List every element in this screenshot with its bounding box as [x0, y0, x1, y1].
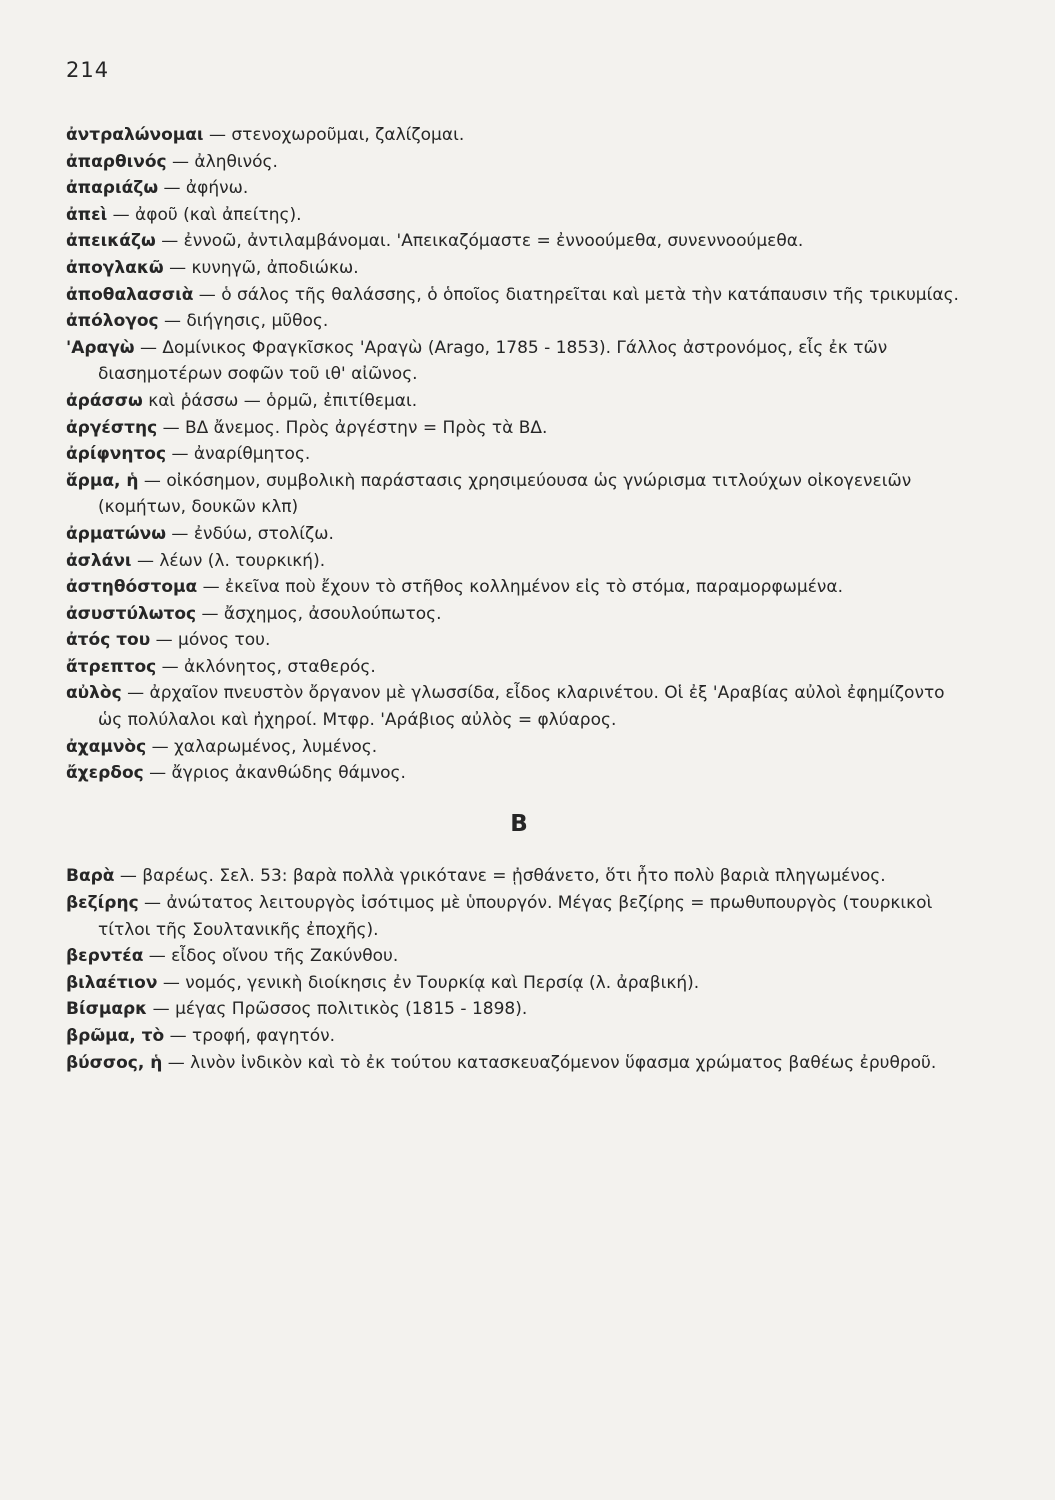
entry-definition: — ἐκεῖνα ποὺ ἔχουν τὸ στῆθος κολλημένον εἰς τὸ στόμα, παραμορφωμένα.: [197, 577, 844, 598]
entry-headword: 'Αραγὼ: [66, 337, 135, 358]
glossary-entry: [66, 308, 961, 335]
glossary-entry: [66, 388, 961, 415]
glossary-entry: [66, 863, 961, 890]
glossary-entry: [66, 574, 961, 601]
entry-headword: ἄτρεπτος: [66, 656, 157, 677]
entry-definition: — ἐννοῶ, ἀντιλαμβάνομαι. 'Απεικαζόμαστε = ἐννοούμεθα, συνεννοούμεθα.: [155, 231, 804, 252]
entry-headword: ἀπαρθινός: [66, 151, 167, 172]
entry-headword: βερντέα: [66, 946, 144, 967]
entry-definition: — οἰκόσημον, συμβολικὴ παράστασις χρησιμεύουσα ὡς γνώρισμα τιτλούχων οἰκογενειῶν (κομήτων, δουκῶν κλπ): [98, 470, 912, 518]
entry-headword: βεζίρης: [66, 893, 139, 914]
entry-definition: — ἀρχαῖον πνευστὸν ὄργανον μὲ γλωσσίδα, εἶδος κλαρινέτου. Οἱ ἐξ 'Αραβίας αὐλοὶ ἐφημίζοντο ὡς πολύλαλοι καὶ ἠχηροί. Μτφρ. 'Αράβιος αὐλὸς = φλύαρος.: [98, 683, 945, 731]
entry-headword: ἀπεὶ: [66, 204, 108, 225]
entry-headword: ἀσυστύλωτος: [66, 603, 197, 624]
entry-definition: — ἐνδύω, στολίζω.: [166, 523, 334, 544]
glossary-entry: [66, 627, 961, 654]
entry-definition: — λέων (λ. τουρκική).: [131, 550, 326, 571]
glossary-entry: [66, 122, 961, 149]
entry-definition: — ἀναρίθμητος.: [166, 444, 311, 465]
entry-definition: — ὁ σάλος τῆς θαλάσσης, ὁ ὁποῖος διατηρεῖται καὶ μετὰ τὴν κατάπαυσιν τῆς τρικυμίας.: [193, 284, 959, 305]
entry-headword: ἀποθαλασσιὰ: [66, 284, 194, 305]
entry-headword: αὐλὸς: [66, 683, 122, 704]
glossary-entry: [66, 175, 961, 202]
glossary: [66, 122, 961, 1076]
glossary-entry: [66, 1050, 961, 1077]
glossary-entry: [66, 441, 961, 468]
glossary-entry: [66, 202, 961, 229]
entry-definition: καὶ ῥάσσω — ὁρμῶ, ἐπιτίθεμαι.: [142, 390, 418, 411]
glossary-entry: [66, 734, 961, 761]
entry-definition: — Δομίνικος Φραγκῖσκος 'Αραγὼ (Arago, 1785 - 1853). Γάλλος ἀστρονόμος, εἷς ἐκ τῶν διασημοτέρων σοφῶν τοῦ ιθ' αἰῶνος.: [98, 337, 888, 385]
glossary-entry: [66, 468, 961, 521]
entry-definition: — ἄσχημος, ἀσουλούπωτος.: [196, 603, 442, 624]
entry-headword: ἀστηθόστομα: [66, 577, 198, 598]
entry-definition: — ΒΔ ἄνεμος. Πρὸς ἀργέστην = Πρὸς τὰ ΒΔ.: [157, 417, 548, 438]
entry-headword: ἀπόλογος: [66, 311, 159, 332]
entry-headword: Βαρὰ: [66, 866, 115, 887]
glossary-entry: [66, 255, 961, 282]
glossary-entry: [66, 228, 961, 255]
entry-definition: — νομός, γενικὴ διοίκησις ἐν Τουρκίᾳ καὶ Περσίᾳ (λ. ἀραβική).: [157, 972, 700, 993]
entry-definition: — λινὸν ἰνδικὸν καὶ τὸ ἐκ τούτου κατασκευαζόμενον ὕφασμα χρώματος βαθέως ἐρυθροῦ.: [162, 1052, 937, 1073]
glossary-entry: [66, 415, 961, 442]
entry-definition: — ἀληθινός.: [166, 151, 278, 172]
entry-definition: — διήγησις, μῦθος.: [158, 311, 329, 332]
entry-headword: ἅρμα, ἡ: [66, 470, 139, 491]
entry-headword: ἀτός του: [66, 630, 151, 651]
glossary-entry: [66, 601, 961, 628]
glossary-entry: [66, 548, 961, 575]
glossary-entry: [66, 890, 961, 943]
entry-definition: — μόνος του.: [150, 630, 271, 651]
entry-definition: — ἀφήνω.: [158, 178, 249, 199]
entry-headword: ἄχερδος: [66, 763, 144, 784]
entry-headword: ἀράσσω: [66, 390, 143, 411]
glossary-entry: [66, 680, 961, 733]
entry-definition: — ἀφοῦ (καὶ ἀπείτης).: [107, 204, 302, 225]
entry-definition: — κυνηγῶ, ἀποδιώκω.: [163, 257, 359, 278]
entry-definition: — χαλαρωμένος, λυμένος.: [146, 736, 378, 757]
entry-definition: — τροφή, φαγητόν.: [164, 1026, 336, 1046]
entry-headword: ἀντραλώνομαι: [66, 125, 204, 145]
entry-headword: Βίσμαρκ: [66, 999, 148, 1020]
glossary-entry: [66, 760, 961, 787]
entry-definition: — ἀνώτατος λειτουργὸς ἰσότιμος μὲ ὑπουργόν. Μέγας βεζίρης = πρωθυπουργὸς (τουρκικοὶ τίτλοι τῆς Σουλτανικῆς ἐποχῆς).: [98, 893, 933, 940]
entry-definition: — ἄγριος ἀκανθώδης θάμνος.: [143, 763, 406, 784]
glossary-entry: [66, 996, 961, 1023]
glossary-entry: [66, 1023, 961, 1050]
glossary-entry: [66, 282, 961, 309]
entry-headword: ἀπογλακῶ: [66, 257, 164, 278]
glossary-entry: [66, 521, 961, 548]
entry-definition: — ἀκλόνητος, σταθερός.: [156, 656, 376, 677]
glossary-entry: [66, 149, 961, 176]
entry-definition: — μέγας Πρῶσσος πολιτικὸς (1815 - 1898).: [147, 999, 528, 1020]
entry-headword: βύσσος, ἡ: [66, 1052, 163, 1073]
entry-definition: — στενοχωροῦμαι, ζαλίζομαι.: [203, 125, 465, 145]
entry-headword: ἀρίφνητος: [66, 444, 167, 465]
entry-headword: βρῶμα, τὸ: [66, 1026, 165, 1046]
glossary-entry: [66, 654, 961, 681]
section-letter: Β: [510, 810, 529, 837]
entry-headword: ἀσλάνι: [66, 550, 132, 571]
entry-headword: ἀρματώνω: [66, 523, 167, 544]
glossary-entry: [66, 943, 961, 970]
entry-headword: ἀργέστης: [66, 417, 158, 438]
entry-definition: — βαρέως. Σελ. 53: βαρὰ πολλὰ γρικότανε = ᾐσθάνετο, ὅτι ἦτο πολὺ βαριὰ πληγωμένος.: [114, 866, 886, 887]
entry-headword: βιλαέτιον: [66, 972, 158, 993]
page-number: 214: [66, 58, 110, 82]
entry-definition: — εἶδος οἴνου τῆς Ζακύνθου.: [143, 946, 399, 967]
entry-headword: ἀπαριάζω: [66, 178, 159, 199]
glossary-entry: [66, 335, 961, 388]
entry-headword: ἀπεικάζω: [66, 231, 156, 252]
entry-headword: ἀχαμνὸς: [66, 736, 147, 757]
glossary-entry: [66, 970, 961, 997]
